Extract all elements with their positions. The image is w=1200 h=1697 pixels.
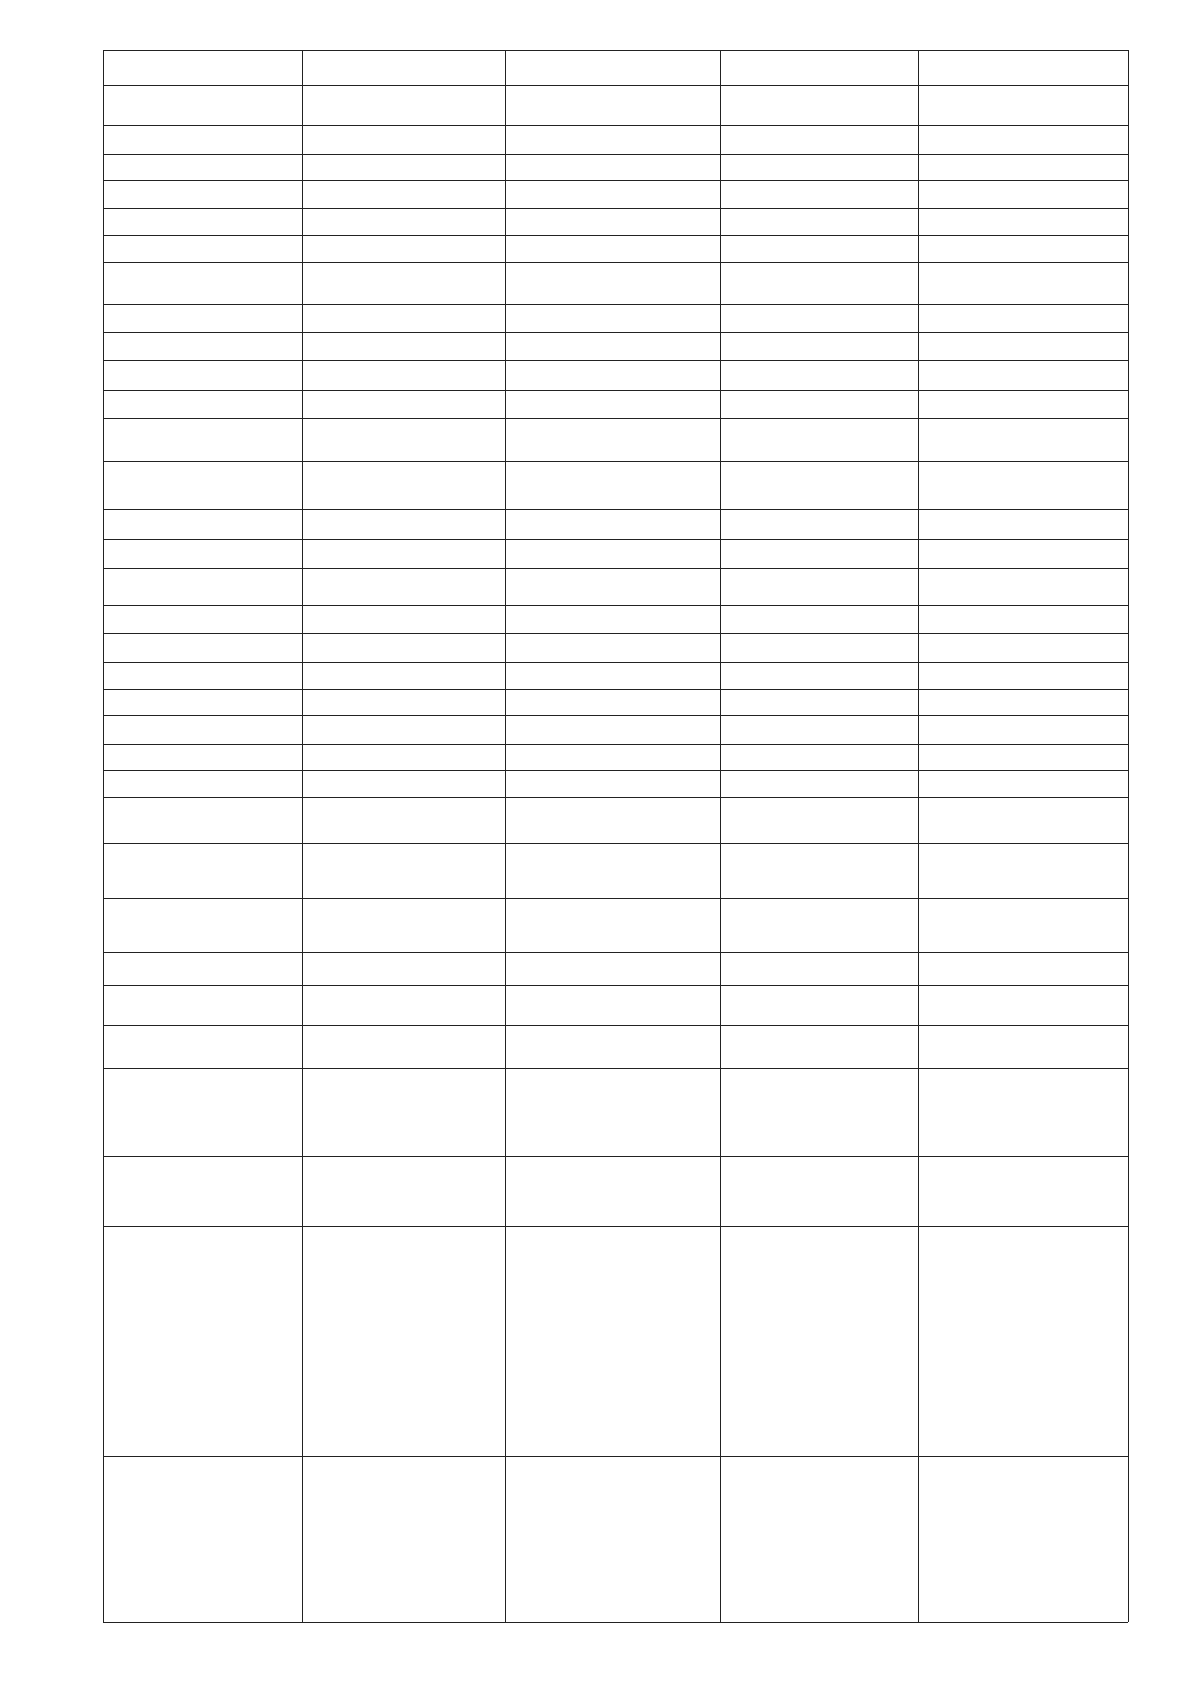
capacity-value [302, 898, 505, 952]
presence-value [720, 985, 918, 1025]
amount-value [918, 418, 1128, 461]
amount-value [720, 797, 918, 843]
capacity-value [918, 898, 1128, 952]
amount-value [302, 509, 505, 539]
address-text [918, 1226, 1128, 1456]
amount-value [302, 568, 505, 605]
amount-value [918, 235, 1128, 262]
amount-value [720, 304, 918, 332]
institution-name-cell [103, 1622, 302, 1626]
amount-value [302, 208, 505, 235]
amount-value [720, 418, 918, 461]
amount-value [720, 208, 918, 235]
amount-value [302, 235, 505, 262]
area-value [103, 952, 302, 985]
amount-value [918, 605, 1128, 633]
amount-value [302, 715, 505, 744]
year-value [720, 50, 918, 85]
amount-value [103, 797, 302, 843]
presence-value [918, 985, 1128, 1025]
amount-value [505, 509, 720, 539]
amount-value [918, 662, 1128, 689]
amount-value [720, 235, 918, 262]
amount-value [918, 154, 1128, 180]
amount-value [302, 390, 505, 418]
capacity-unit [302, 843, 505, 898]
amount-value [918, 461, 1128, 509]
amount-value [505, 85, 720, 125]
amount-value [505, 125, 720, 154]
institution-name-cell [720, 1622, 918, 1626]
address-text [302, 1226, 505, 1456]
institution-name-cell [302, 1622, 505, 1626]
amount-value [720, 125, 918, 154]
amount-value [103, 461, 302, 509]
amount-value [918, 390, 1128, 418]
amount-value [302, 633, 505, 662]
amount-value [505, 360, 720, 390]
amount-value [720, 539, 918, 568]
amount-value [505, 154, 720, 180]
area-value [505, 952, 720, 985]
capacity-unit [918, 843, 1128, 898]
amount-value [103, 154, 302, 180]
action-text [103, 1156, 302, 1226]
row-number-cell [918, 0, 1128, 4]
population-value [103, 1025, 302, 1068]
amount-value [505, 633, 720, 662]
action-text [720, 1156, 918, 1226]
wear-value [720, 1068, 918, 1156]
amount-value [720, 662, 918, 689]
amount-value [302, 125, 505, 154]
amount-value [720, 332, 918, 360]
institution-name-cell [918, 1622, 1128, 1626]
institution-name-cell [505, 1622, 720, 1626]
amount-value [505, 568, 720, 605]
amount-value [505, 605, 720, 633]
amount-value [302, 304, 505, 332]
amount-value [505, 332, 720, 360]
capacity-unit [505, 843, 720, 898]
amount-value [302, 744, 505, 770]
amount-value [918, 539, 1128, 568]
population-value [505, 1025, 720, 1068]
amount-value [505, 262, 720, 304]
amount-value [918, 715, 1128, 744]
action-text [302, 1156, 505, 1226]
amount-value [302, 154, 505, 180]
amount-value [302, 85, 505, 125]
address-text [103, 1226, 302, 1456]
amount-value [103, 633, 302, 662]
amount-value [505, 715, 720, 744]
action-text [505, 1156, 720, 1226]
year-value [103, 50, 302, 85]
facility-type-cell [103, 1456, 302, 1622]
population-value [720, 1025, 918, 1068]
amount-value [918, 85, 1128, 125]
amount-value [302, 662, 505, 689]
capacity-value [720, 898, 918, 952]
amount-value [505, 662, 720, 689]
amount-value [505, 797, 720, 843]
amount-value [918, 797, 1128, 843]
wear-value [918, 1068, 1128, 1156]
amount-value [918, 633, 1128, 662]
amount-value [720, 689, 918, 715]
presence-value [103, 985, 302, 1025]
amount-value [103, 262, 302, 304]
amount-value [505, 744, 720, 770]
amount-value [103, 744, 302, 770]
amount-value [302, 332, 505, 360]
amount-value [720, 262, 918, 304]
amount-value [505, 770, 720, 797]
amount-value [918, 770, 1128, 797]
amount-value [103, 605, 302, 633]
amount-value [302, 180, 505, 208]
row-number-cell [103, 0, 302, 4]
area-value [918, 952, 1128, 985]
amount-value [103, 568, 302, 605]
amount-value [918, 744, 1128, 770]
amount-value [302, 797, 505, 843]
area-value [302, 952, 505, 985]
amount-value [302, 360, 505, 390]
amount-value [103, 125, 302, 154]
facility-type-cell [302, 1456, 505, 1622]
table-rule [1128, 50, 1129, 1622]
amount-value [505, 689, 720, 715]
amount-value [103, 418, 302, 461]
facility-type-cell [505, 1456, 720, 1622]
wear-value [302, 1068, 505, 1156]
year-value [302, 50, 505, 85]
amount-value [720, 85, 918, 125]
amount-value [505, 180, 720, 208]
amount-value [505, 390, 720, 418]
amount-value [918, 509, 1128, 539]
amount-value [103, 332, 302, 360]
amount-value [918, 360, 1128, 390]
area-value [720, 952, 918, 985]
amount-value [720, 509, 918, 539]
wear-value [103, 1068, 302, 1156]
amount-value [103, 715, 302, 744]
year-value [505, 50, 720, 85]
amount-value [103, 390, 302, 418]
amount-value [302, 262, 505, 304]
row-number-cell [505, 0, 720, 4]
amount-value [302, 770, 505, 797]
amount-value [103, 770, 302, 797]
amount-value [103, 180, 302, 208]
facility-type-cell [720, 1456, 918, 1622]
amount-value [720, 180, 918, 208]
amount-value [302, 461, 505, 509]
facility-type-cell [918, 1456, 1128, 1622]
amount-value [505, 461, 720, 509]
amount-value [918, 262, 1128, 304]
amount-value [918, 689, 1128, 715]
amount-value [103, 539, 302, 568]
amount-value [720, 744, 918, 770]
presence-value [302, 985, 505, 1025]
amount-value [302, 605, 505, 633]
amount-value [720, 605, 918, 633]
amount-value [720, 770, 918, 797]
amount-value [720, 360, 918, 390]
amount-value [720, 390, 918, 418]
amount-value [918, 332, 1128, 360]
population-value [302, 1025, 505, 1068]
amount-value [918, 568, 1128, 605]
amount-value [918, 208, 1128, 235]
amount-value [918, 180, 1128, 208]
amount-value [103, 509, 302, 539]
amount-value [103, 208, 302, 235]
capacity-unit [720, 843, 918, 898]
amount-value [505, 304, 720, 332]
population-value [918, 1025, 1128, 1068]
amount-value [302, 539, 505, 568]
address-text [720, 1226, 918, 1456]
amount-value [103, 662, 302, 689]
amount-value [918, 304, 1128, 332]
amount-value [505, 539, 720, 568]
amount-value [103, 85, 302, 125]
amount-value [505, 208, 720, 235]
capacity-unit [103, 843, 302, 898]
action-text [918, 1156, 1128, 1226]
row-number-cell [720, 0, 918, 4]
address-text [505, 1226, 720, 1456]
amount-value [103, 235, 302, 262]
amount-value [103, 689, 302, 715]
wear-value [505, 1068, 720, 1156]
amount-value [720, 715, 918, 744]
year-value [918, 50, 1128, 85]
capacity-value [505, 898, 720, 952]
row-number-cell [302, 0, 505, 4]
amount-value [505, 418, 720, 461]
amount-value [720, 154, 918, 180]
amount-value [302, 689, 505, 715]
amount-value [103, 360, 302, 390]
presence-value [505, 985, 720, 1025]
amount-value [720, 461, 918, 509]
amount-value [720, 568, 918, 605]
amount-value [505, 235, 720, 262]
amount-value [720, 633, 918, 662]
amount-value [302, 418, 505, 461]
capacity-value [103, 898, 302, 952]
amount-value [918, 125, 1128, 154]
amount-value [103, 304, 302, 332]
